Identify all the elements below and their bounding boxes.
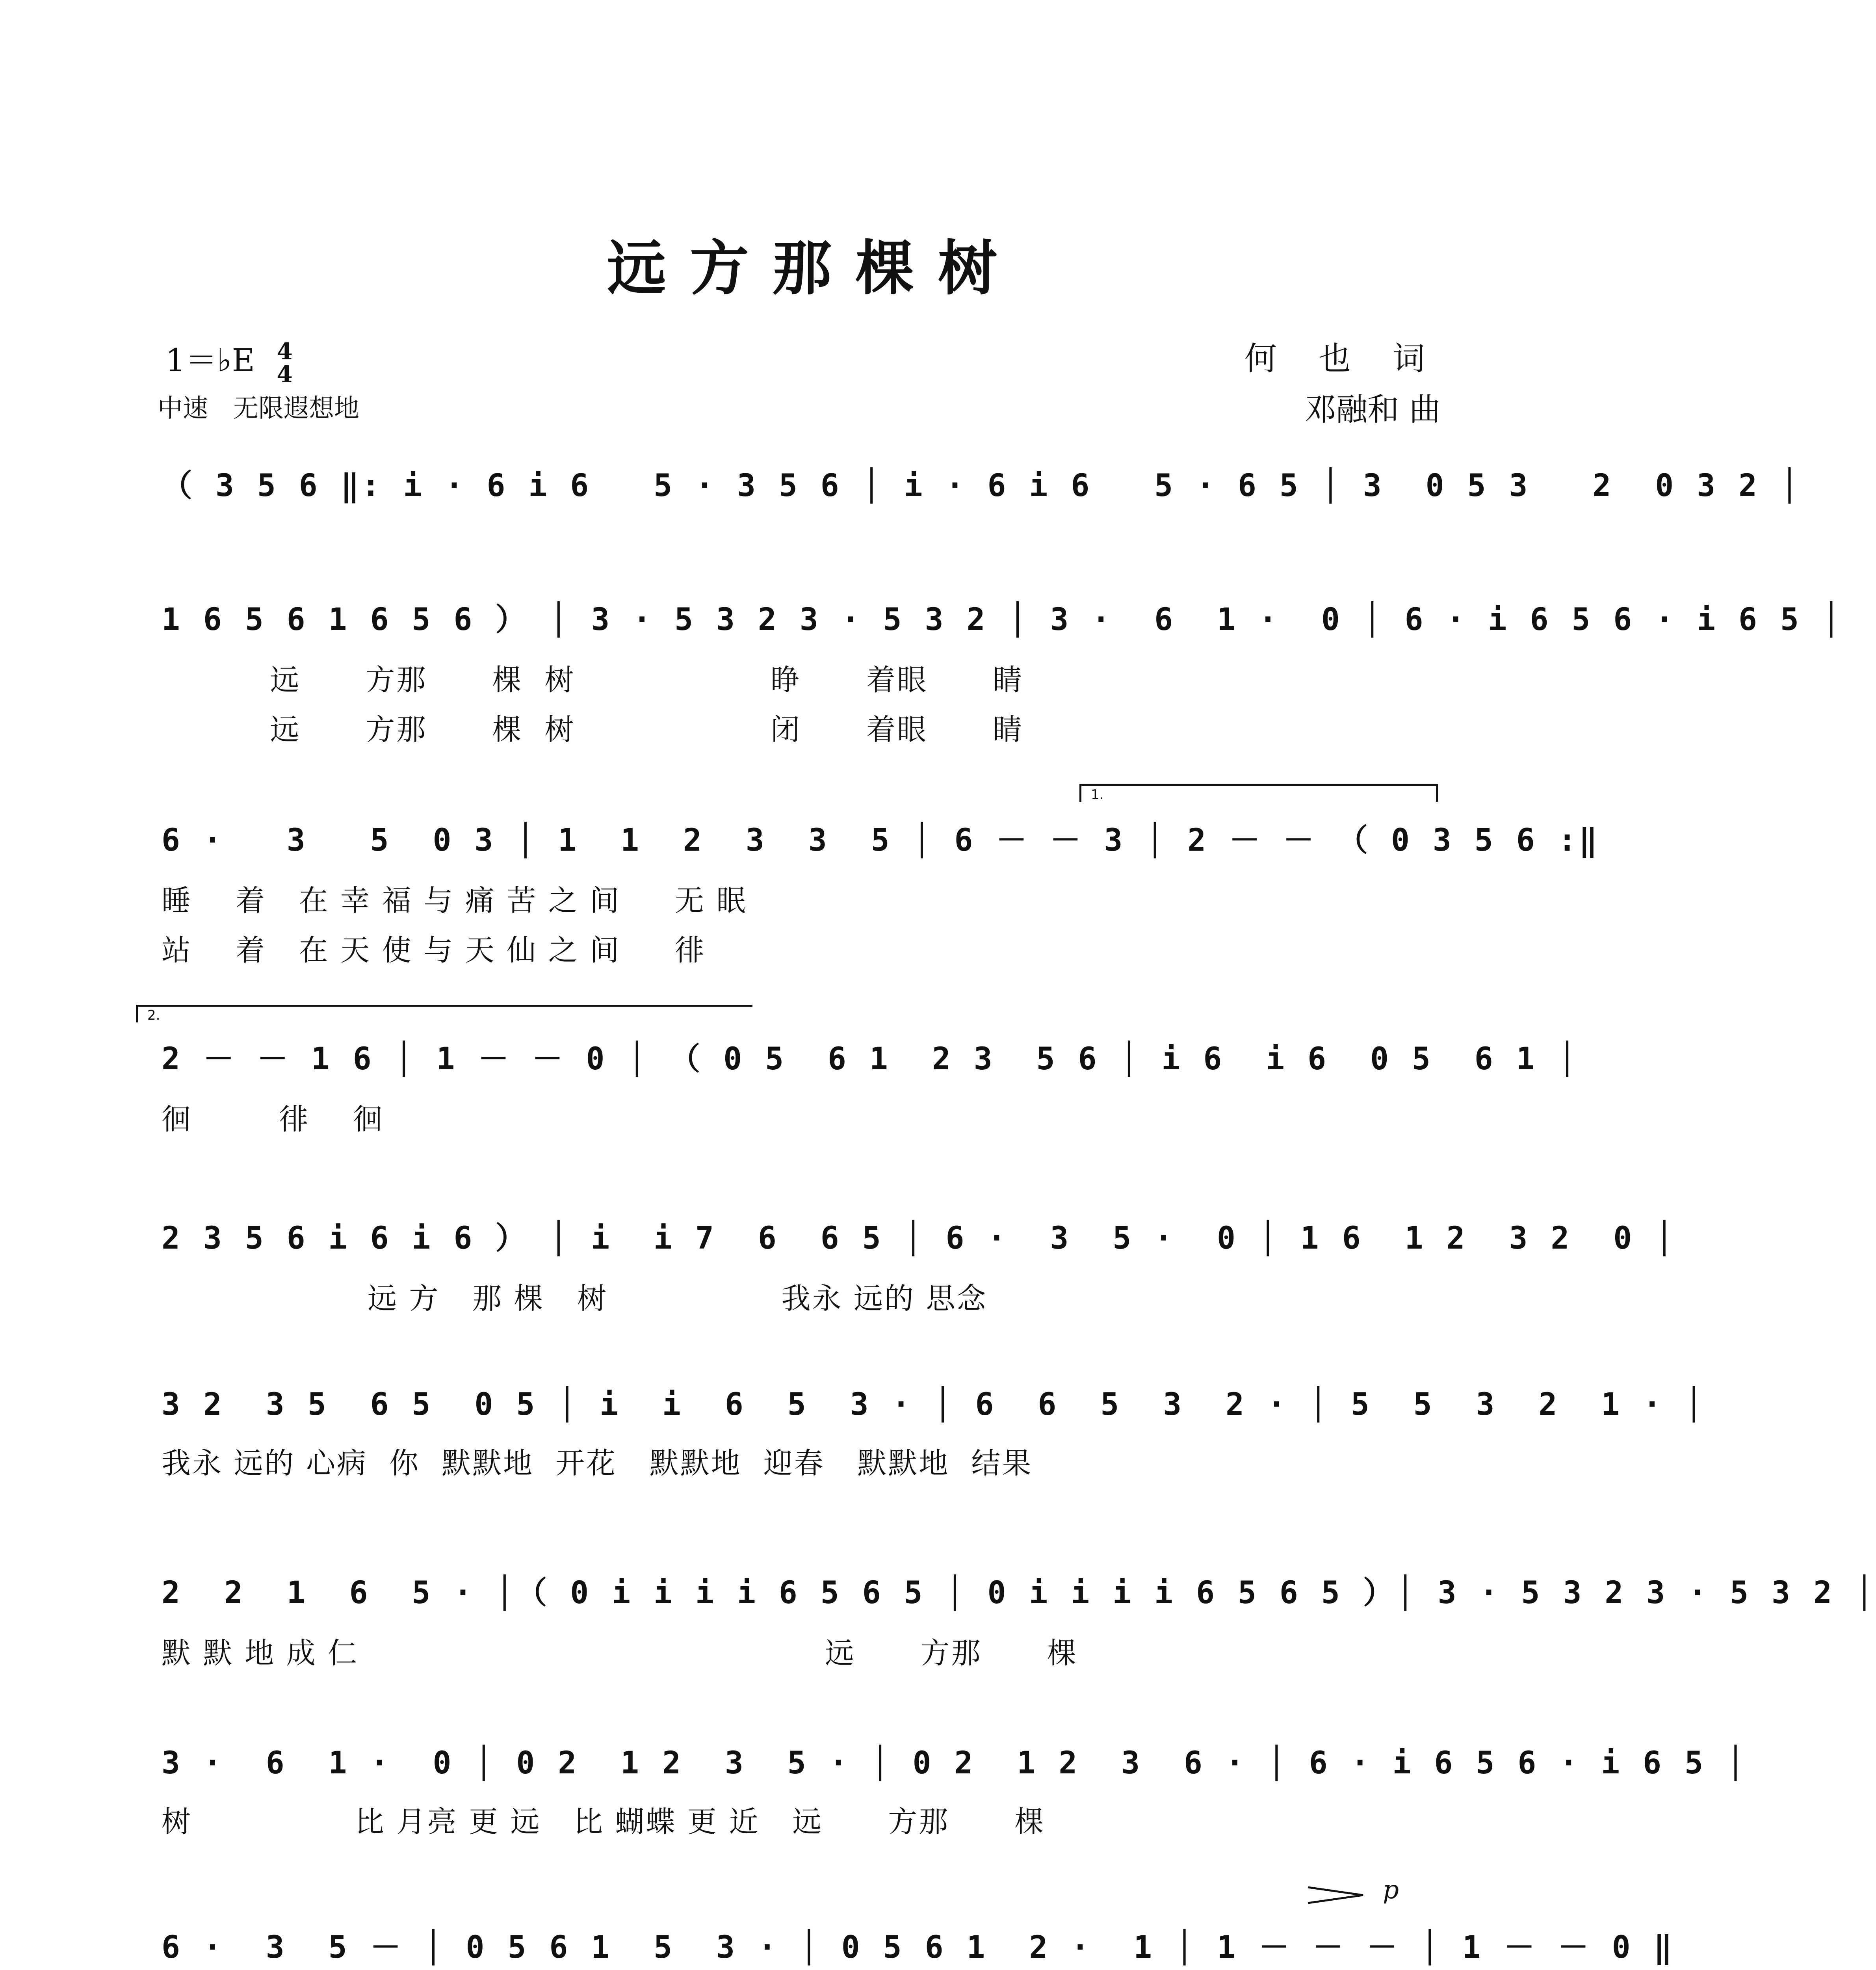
lyrics-verse-1: 远 方那 棵 树 睁 着眼 睛 — [162, 663, 1024, 697]
decrescendo-icon — [1308, 1883, 1367, 1907]
second-ending-bracket — [136, 1005, 752, 1022]
notation-line: 2 － － 1 6 │ 1 － － 0 │ （ 0 5 6 1 2 3 5 6 │ i 6 i 6 0 5 6 1 │ — [162, 1041, 1579, 1077]
decrescendo-mark — [1308, 1883, 1367, 1909]
key-label: 1＝♭E — [165, 342, 255, 379]
notation-line: 6 · 3 5 － │ 0 5 6 1 5 3 · │ 0 5 6 1 2 · 1 │ 1 － － － │ 1 － － 0 ‖ — [162, 1930, 1675, 1965]
lyrics-verse-1: 树 比 月亮 更 远 比 蝴蝶 更 近 远 方那 棵 — [162, 1805, 1046, 1839]
score-system-5 — [162, 1214, 1676, 1317]
score-system-7 — [162, 1568, 1876, 1672]
lyrics-verse-1: 睡 着 在 幸 福 与 痛 苦 之 间 无 眠 — [162, 884, 747, 918]
lyrics-verse-2: 远 方那 棵 树 闭 着眼 睛 — [162, 713, 1024, 747]
lyrics-verse-1: 我永 远的 心病 你 默默地 开花 默默地 迎春 默默地 结果 — [162, 1446, 1033, 1480]
score-system-9 — [162, 1923, 1675, 1970]
score-system-1 — [162, 461, 1801, 505]
dynamic-piano: p — [1383, 1875, 1399, 1905]
score-system-6 — [162, 1387, 1706, 1482]
time-signature: 4 4 — [277, 338, 293, 388]
first-ending-bracket — [1079, 784, 1438, 802]
volta-label: 2. — [147, 1007, 160, 1023]
key-signature — [165, 335, 293, 386]
notation-line: 3 2 3 5 6 5 0 5 │ i i 6 5 3 · │ 6 6 5 3 2 · │ 5 5 3 2 1 · │ — [162, 1387, 1706, 1422]
lyricist-credit: 何 也 词 — [1244, 340, 1441, 377]
score-system-3 — [162, 816, 1600, 969]
lyrics-verse-2: 站 着 在 天 使 与 天 仙 之 间 徘 — [162, 933, 706, 967]
notation-line: 6 · 3 5 0 3 │ 1 1 2 3 3 5 │ 6 － － 3 │ 2 － － （ 0 3 5 6 :‖ — [162, 823, 1600, 858]
volta-label: 1. — [1091, 787, 1104, 803]
score-system-4 — [162, 1034, 1579, 1138]
score-system-2 — [162, 595, 1843, 748]
notation-line: 1 6 5 6 1 6 5 6 ） │ 3 · 5 3 2 3 · 5 3 2 │ 3 · 6 1 · 0 │ 6 · i 6 5 6 · i 6 5 │ — [162, 602, 1843, 637]
score-system-8 — [162, 1745, 1747, 1840]
notation-line: 2 3 5 6 i 6 i 6 ） │ i i 7 6 6 5 │ 6 · 3 5 · 0 │ 1 6 1 2 3 2 0 │ — [162, 1221, 1676, 1256]
lyrics-verse-1: 默 默 地 成 仁 远 方那 棵 — [162, 1636, 1078, 1670]
lyrics-verse-1: 徊 徘 徊 — [162, 1102, 384, 1136]
song-title: 远方那棵树 — [607, 234, 1021, 303]
notation-line: 3 · 6 1 · 0 │ 0 2 1 2 3 5 · │ 0 2 1 2 3 6 · │ 6 · i 6 5 6 · i 6 5 │ — [162, 1745, 1747, 1781]
composer-credit: 邓融和 曲 — [1304, 391, 1441, 428]
tempo-marking: 中速 无限遐想地 — [158, 394, 359, 423]
notation-line: 2 2 1 6 5 · │（ 0 i i i i 6 5 6 5 │ 0 i i i i 6 5 6 5 ）│ 3 · 5 3 2 3 · 5 3 2 │ — [162, 1575, 1876, 1611]
notation-line: （ 3 5 6 ‖: i · 6 i 6 5 · 3 5 6 │ i · 6 i 6 5 · 6 5 │ 3 0 5 3 2 0 3 2 │ — [162, 468, 1801, 504]
lyrics-verse-1: 远 方 那 棵 树 我永 远的 思念 — [162, 1282, 988, 1316]
